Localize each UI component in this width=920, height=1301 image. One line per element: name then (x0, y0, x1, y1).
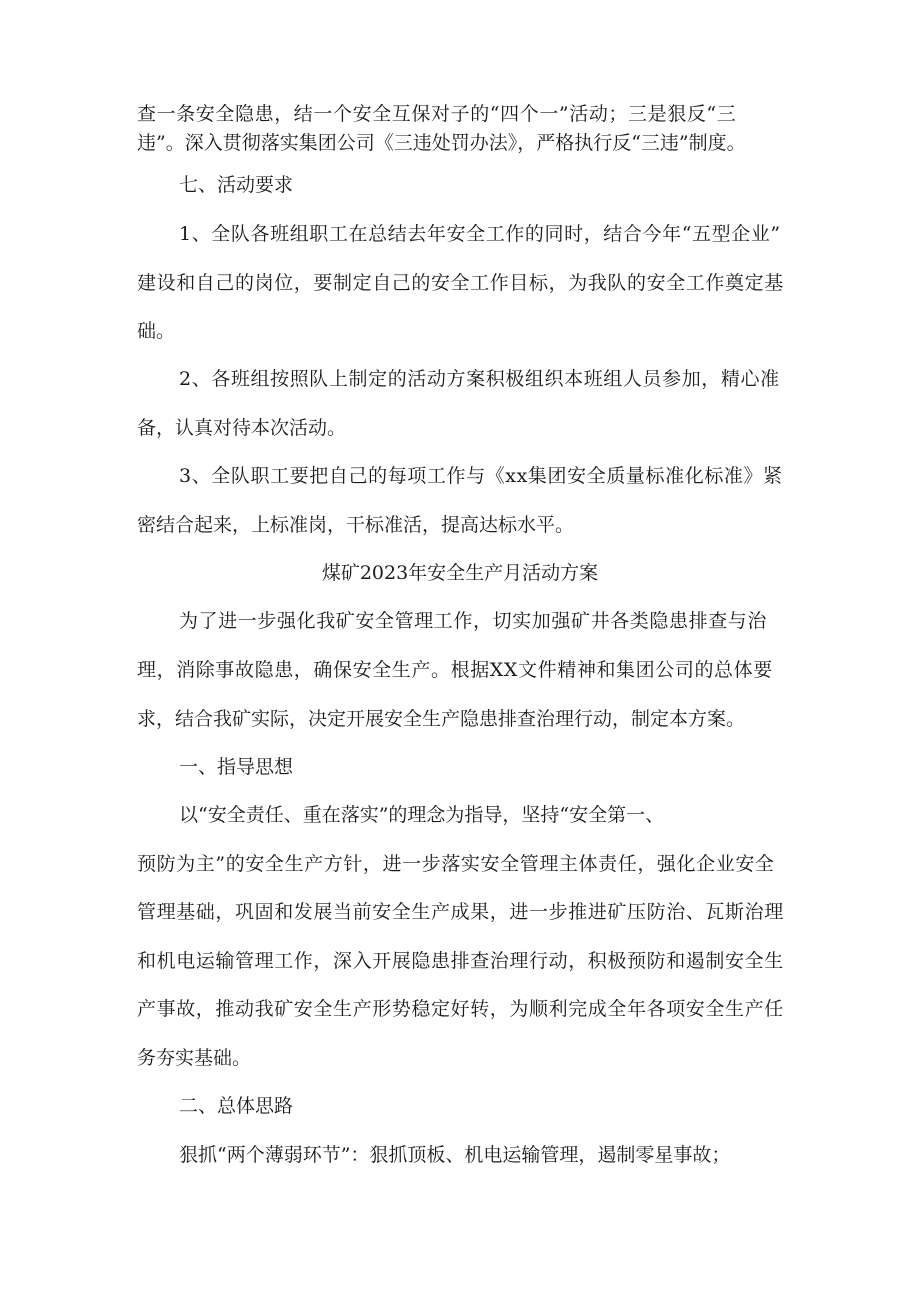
paragraph-line: 以“安全责任、重在落实”的理念为指导，坚持“安全第一、 (179, 804, 665, 826)
paragraph-line: 狠抓“两个薄弱环节”：狠抓顶板、机电运输管理，遏制零星事故； (179, 1144, 731, 1166)
paragraph-line: 理，消除事故隐患，确保安全生产。根据XX文件精神和集团公司的总体要 (137, 659, 773, 681)
paragraph-line: 违”。深入贯彻落实集团公司《三违处罚办法》，严格执行反“三违”制度。 (137, 132, 746, 154)
paragraph-line: 1、全队各班组职工在总结去年安全工作的同时，结合今年“五型企业” (179, 223, 781, 245)
section-heading: 二、总体思路 (179, 1095, 294, 1117)
paragraph-line: 和机电运输管理工作，深入开展隐患排查治理行动，积极预防和遏制安全生 (137, 950, 784, 972)
paragraph-line: 础。 (137, 320, 176, 342)
paragraph-line: 为了进一步强化我矿安全管理工作，切实加强矿井各类隐患排查与治 (179, 610, 768, 632)
section-heading: 七、活动要求 (179, 174, 294, 196)
paragraph-line: 2、各班组按照队上制定的活动方案积极组织本班组人员参加，精心准 (179, 368, 780, 390)
paragraph-line: 预防为主”的安全生产方针，进一步落实安全管理主体责任，强化企业安全 (137, 853, 775, 875)
section-heading: 一、指导思想 (179, 756, 294, 778)
paragraph-line: 建设和自己的岗位，要制定自己的安全工作目标，为我队的安全工作奠定基 (137, 272, 784, 294)
paragraph-line: 管理基础，巩固和发展当前安全生产成果，进一步推进矿压防治、瓦斯治理 (137, 901, 784, 923)
document-title: 煤矿2023年安全生产月活动方案 (321, 562, 599, 584)
paragraph-line: 备，认真对待本次活动。 (137, 417, 347, 439)
paragraph-line: 产事故，推动我矿安全生产形势稳定好转，为顺利完成全年各项安全生产任 (137, 998, 784, 1020)
paragraph-line: 求，结合我矿实际，决定开展安全生产隐患排查治理行动，制定本方案。 (137, 708, 746, 730)
paragraph-line: 3、全队职工要把自己的每项工作与《xx集团安全质量标准化标准》紧 (179, 465, 783, 487)
paragraph-line: 查一条安全隐患，结一个安全互保对子的“四个一”活动；三是狠反“三 (137, 103, 737, 125)
paragraph-line: 务夯实基础。 (137, 1047, 252, 1069)
paragraph-line: 密结合起来，上标准岗，干标准活，提高达标水平。 (137, 514, 575, 536)
